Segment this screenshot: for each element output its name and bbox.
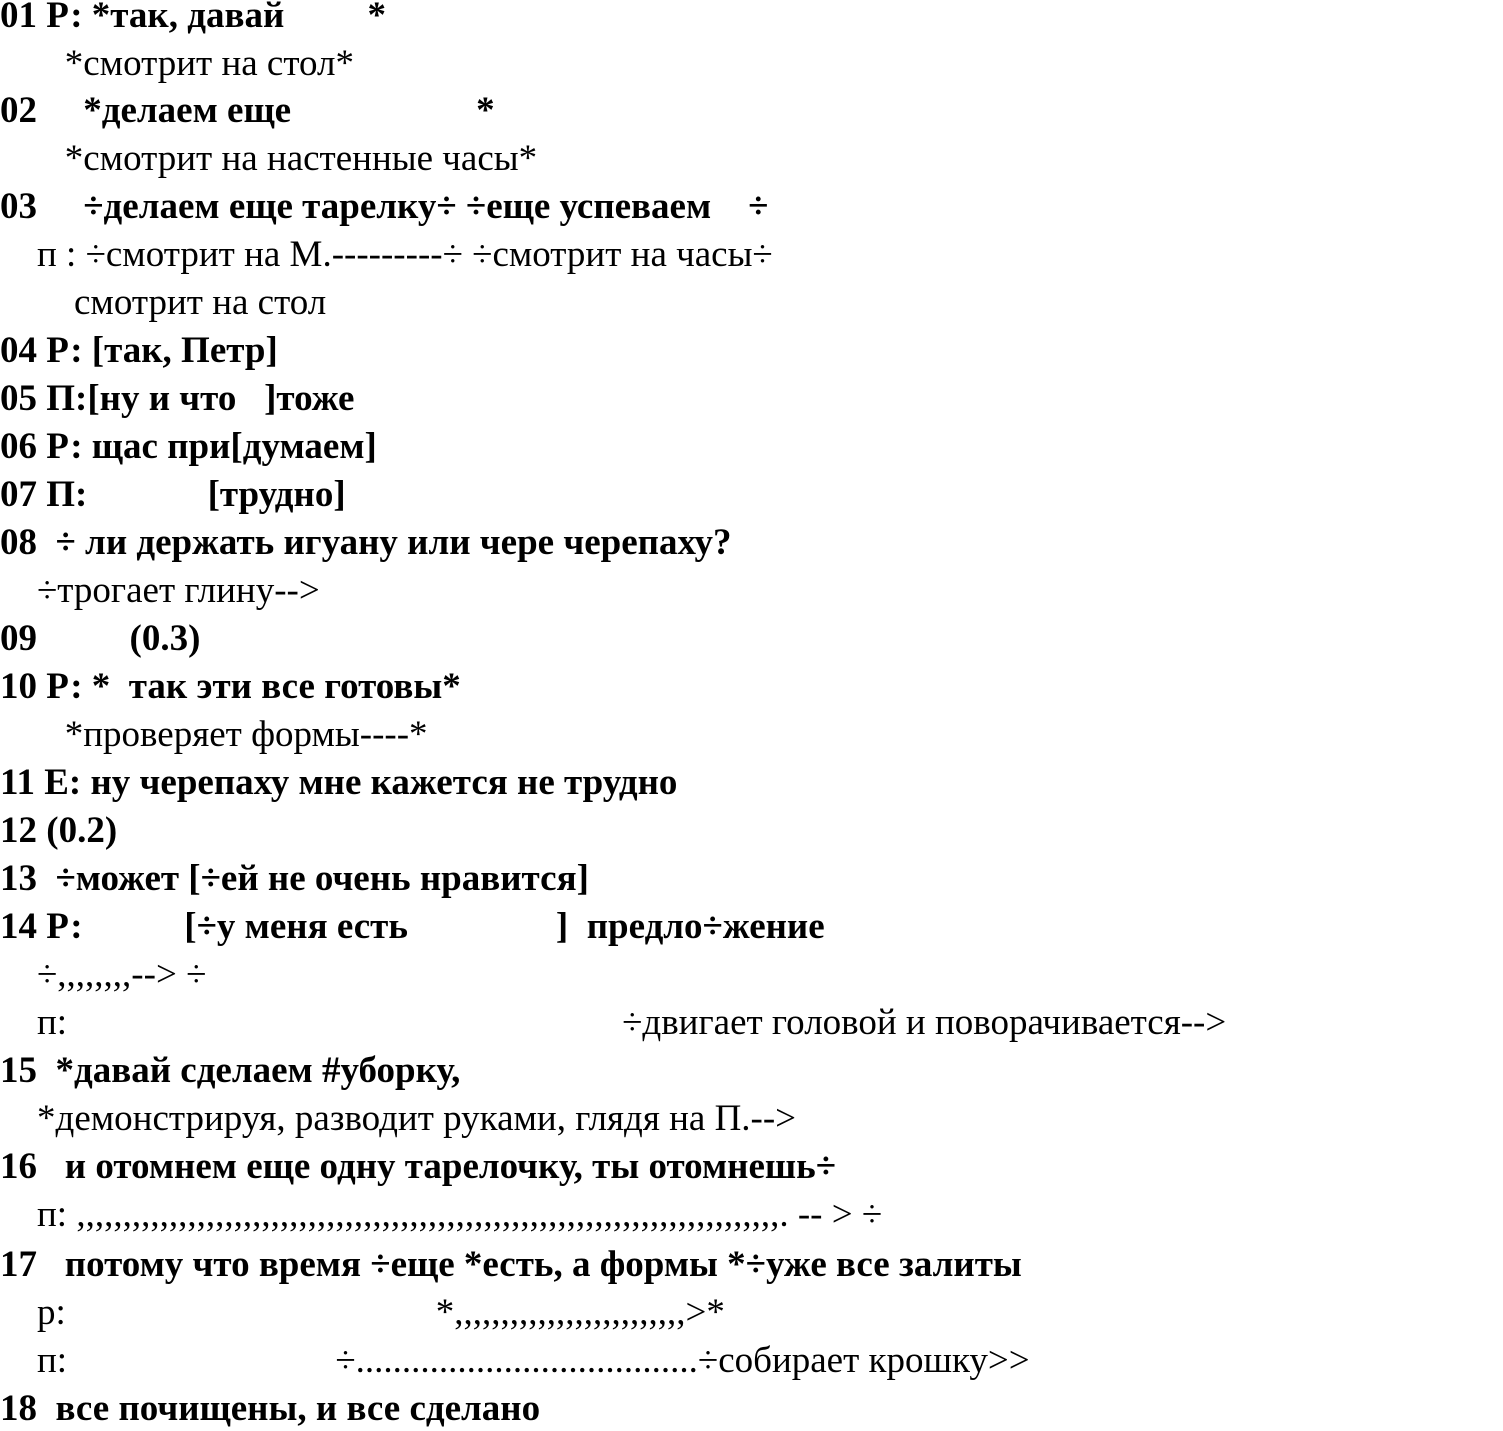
- transcript-line-10-action: *проверяет формы----*: [0, 714, 428, 755]
- transcript-line-06-speech: 06 Р: щас при[думаем]: [0, 426, 377, 467]
- transcript-line-03-action: п : ÷смотрит на М.---------÷ ÷смотрит на часы÷: [0, 234, 773, 275]
- transcript-line-12-pause: 12 (0.2): [0, 810, 118, 851]
- transcript-line-14-action: ÷,,,,,,,,--> ÷: [0, 954, 207, 995]
- transcript-line-14-action-p: п: ÷двигает головой и поворачивается-->: [0, 1002, 1227, 1043]
- transcript-line-17-action-r: р: *,,,,,,,,,,,,,,,,,,,,,,,,,>*: [0, 1292, 725, 1333]
- transcript-line-15-action: *демонстрируя, разводит руками, глядя на П.-->: [0, 1098, 797, 1139]
- transcript-line-07-speech: 07 П: [трудно]: [0, 474, 346, 515]
- transcript-line-17-action-p: п: ÷.....................................÷собирает крошку>>: [0, 1340, 1030, 1381]
- transcript-line-04-speech: 04 Р: [так, Петр]: [0, 330, 278, 371]
- transcript-line-13-speech: 13 ÷может [÷ей не очень нравится]: [0, 858, 589, 899]
- transcript-line-11-speech: 11 Е: ну черепаху мне кажется не трудно: [0, 762, 678, 803]
- transcript-line-16-speech: 16 и отомнем еще одну тарелочку, ты отомнешь÷: [0, 1146, 837, 1187]
- transcript-line-09-pause: 09 (0.3): [0, 618, 201, 659]
- transcript-line-02-action: *смотрит на настенные часы*: [0, 138, 538, 179]
- transcript-line-14-speech: 14 Р: [÷у меня есть ] предло÷жение: [0, 906, 825, 947]
- transcript-line-10-speech: 10 Р: * так эти все готовы*: [0, 666, 461, 707]
- transcript-line-17-speech: 17 потому что время ÷еще *есть, а формы *÷уже все залиты: [0, 1244, 1022, 1285]
- transcript-line-08-action: ÷трогает глину-->: [0, 570, 320, 611]
- transcript-line-02-speech: 02 *делаем еще *: [0, 90, 495, 131]
- transcript-line-05-speech: 05 П:[ну и что ]тоже: [0, 378, 355, 419]
- transcript-line-01-speech: 01 Р: *так, давай *: [0, 0, 387, 36]
- transcript-line-01-action: *смотрит на стол*: [0, 43, 354, 84]
- transcript-line-15-speech: 15 *давай сделаем #уборку,: [0, 1050, 461, 1091]
- transcript-line-03-speech: 03 ÷делаем еще тарелку÷ ÷еще успеваем ÷: [0, 186, 769, 227]
- transcript-line-03-action-cont: смотрит на стол: [0, 282, 327, 323]
- transcript-line-18-speech: 18 все почищены, и все сделано: [0, 1388, 541, 1429]
- transcript-line-08-speech: 08 ÷ ли держать игуану или чере черепаху?: [0, 522, 732, 563]
- transcript-line-16-action-p: п: ,,,,,,,,,,,,,,,,,,,,,,,,,,,,,,,,,,,,,,,,,,,,,,,,,,,,,,,,,,,,,,,,,,,,,,,,,,,,. -- > ÷: [0, 1194, 883, 1235]
